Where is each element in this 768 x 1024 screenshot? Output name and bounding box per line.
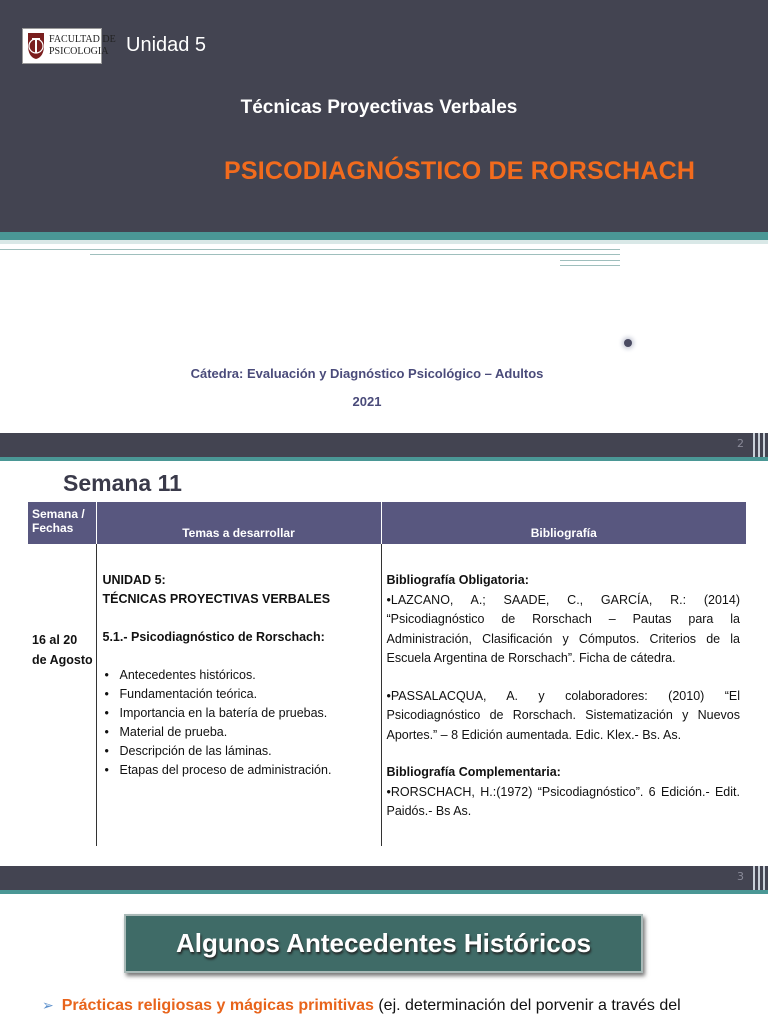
faculty-logo-icon (25, 31, 47, 61)
header-stripe-light (0, 240, 768, 244)
schedule-table (28, 502, 746, 846)
divider (90, 254, 620, 255)
separator-lines (748, 433, 768, 457)
arrow-right-icon: ➢ (42, 997, 54, 1013)
bib-entry: •LAZCANO, A.; SAADE, C., GARCÍA, R.: (2014) “Psicodiagnóstico de Rorschach – Pautas para la Administración, Clasificación y Cómputos. Criterios de la Escuela Argentina de Rorschach”. Ficha de cátedra. (386, 592, 740, 665)
year-text: 2021 (352, 394, 382, 409)
decorative-dot (624, 339, 632, 347)
slide-separator (0, 866, 768, 890)
table-row (28, 544, 746, 846)
catedra-text: Cátedra: Evaluación y Diagnóstico Psicológico – Adultos (190, 366, 544, 381)
bibliografia-cell (381, 544, 746, 846)
separator-lines (748, 866, 768, 890)
unit-title-label: TÉCNICAS PROYECTIVAS VERBALES (102, 592, 331, 606)
week-heading: Semana 11 (63, 470, 182, 496)
column-header-fecha: Semana / Fechas (28, 502, 96, 544)
bib-entry: •RORSCHACH, H.:(1972) “Psicodiagnóstico”. 6 Edición.- Edit. Paidós.- Bs As. (386, 784, 740, 818)
subtitle: Técnicas Proyectivas Verbales (240, 97, 518, 118)
column-header-temas: Temas a desarrollar (96, 502, 381, 544)
bullet-text: (ej. determinación del porvenir a través del (373, 997, 681, 1014)
topics-list (103, 666, 377, 780)
faculty-logo (22, 28, 116, 64)
list-item: • Fundamentación teórica. (103, 685, 377, 704)
divider (0, 249, 620, 250)
unit-title: Unidad 5 (126, 34, 207, 56)
temas-cell (96, 544, 381, 846)
unit-label: UNIDAD 5: (102, 573, 166, 587)
section-title-box (124, 914, 643, 973)
list-item: • Importancia en la batería de pruebas. (103, 704, 377, 723)
column-header-bibliografia: Bibliografía (381, 502, 746, 544)
list-item: • Antecedentes históricos. (103, 666, 377, 685)
slide-separator (0, 433, 768, 457)
title-slide-header (0, 0, 768, 232)
slide-number: 3 (737, 870, 744, 883)
list-item: • Descripción de las láminas. (103, 742, 377, 761)
slide-number: 2 (737, 437, 744, 450)
list-item: • Material de prueba. (103, 723, 377, 742)
fecha-cell: 16 al 20 de Agosto (32, 633, 93, 667)
logo-text-line2: PSICOLOGIA (49, 46, 109, 57)
bib-entry: •PASSALACQUA, A. y colaboradores: (2010) “El Psicodiagnóstico de Rorschach. Sistematización y Nuevos Aportes.” – 8 Edición aumentada. Edic. Klex.- Bs. As. (386, 688, 740, 742)
list-item: • Etapas del proceso de administración. (103, 761, 377, 780)
divider (560, 260, 620, 261)
separator-stripe (0, 457, 768, 461)
separator-stripe (0, 890, 768, 894)
obligatoria-label: Bibliografía Obligatoria: (386, 573, 529, 587)
complementaria-label: Bibliografía Complementaria: (386, 765, 561, 779)
main-title: PSICODIAGNÓSTICO DE RORSCHACH (224, 157, 696, 185)
divider (560, 265, 620, 266)
bullet-item (42, 997, 681, 1015)
logo-text-line1: FACULTAD DE (49, 34, 116, 45)
section-title: Algunos Antecedentes Históricos (175, 928, 592, 958)
header-stripe (0, 232, 768, 240)
table-header-row (28, 502, 746, 544)
bullet-highlight: Prácticas religiosas y mágicas primitivas (61, 997, 374, 1014)
section-label: 5.1.- Psicodiagnóstico de Rorschach: (102, 630, 325, 644)
